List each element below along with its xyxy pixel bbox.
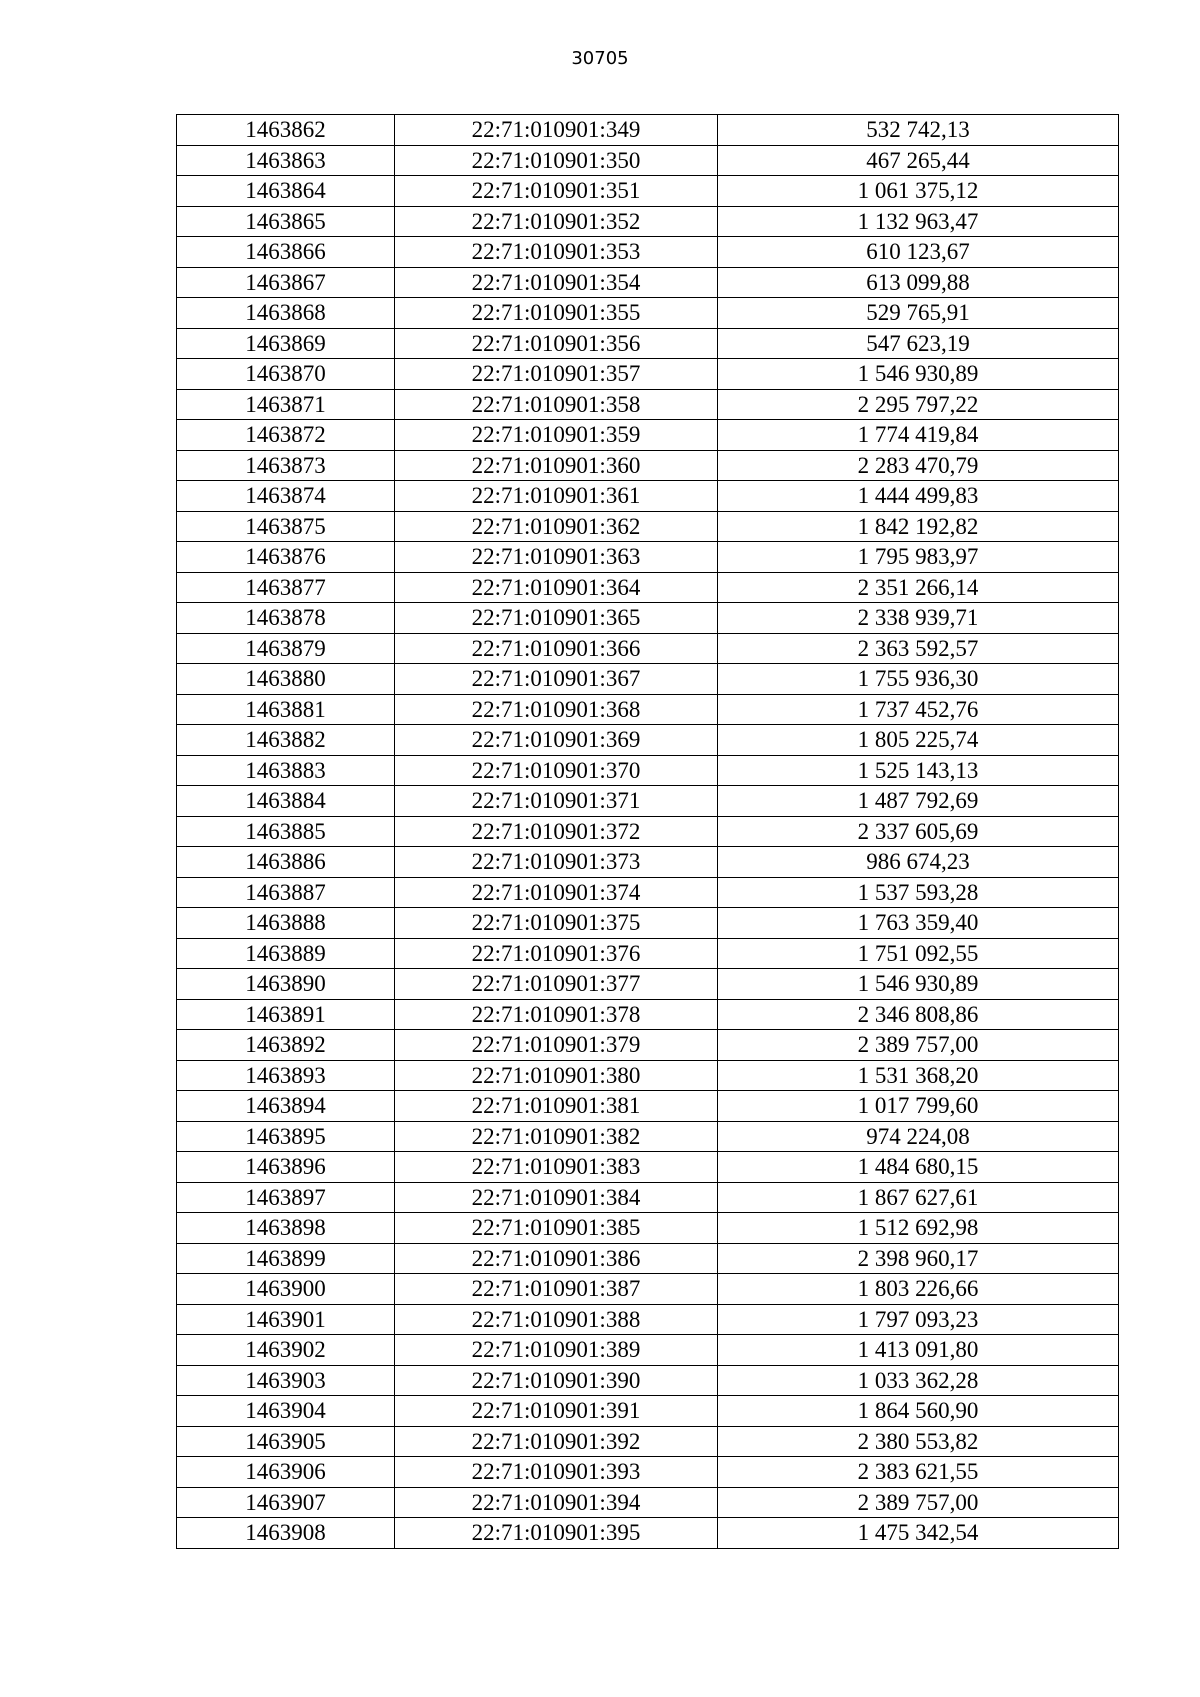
cadastral-number-cell: 22:71:010901:352: [395, 206, 718, 237]
table-row: [177, 542, 1119, 573]
table-row: [177, 1121, 1119, 1152]
record-number-cell: 1463887: [177, 877, 395, 908]
cadastral-number-cell: 22:71:010901:378: [395, 999, 718, 1030]
cadastral-number-cell: 22:71:010901:379: [395, 1030, 718, 1061]
record-number-cell: 1463895: [177, 1121, 395, 1152]
table-row: [177, 1426, 1119, 1457]
record-number-cell: 1463891: [177, 999, 395, 1030]
cadastral-number-cell: 22:71:010901:360: [395, 450, 718, 481]
cadastral-number-cell: 22:71:010901:380: [395, 1060, 718, 1091]
cadastral-value-cell: 532 742,13: [718, 115, 1119, 146]
record-number-cell: 1463876: [177, 542, 395, 573]
cadastral-number-cell: 22:71:010901:377: [395, 969, 718, 1000]
cadastral-value-cell: 1 546 930,89: [718, 969, 1119, 1000]
table-row: [177, 664, 1119, 695]
table-row: [177, 847, 1119, 878]
cadastral-value-cell: 2 337 605,69: [718, 816, 1119, 847]
record-number-cell: 1463885: [177, 816, 395, 847]
table-row: [177, 1365, 1119, 1396]
cadastral-value-cell: 1 737 452,76: [718, 694, 1119, 725]
cadastral-number-cell: 22:71:010901:373: [395, 847, 718, 878]
record-number-cell: 1463904: [177, 1396, 395, 1427]
table-row: [177, 816, 1119, 847]
record-number-cell: 1463894: [177, 1091, 395, 1122]
table-row: [177, 328, 1119, 359]
cadastral-value-cell: 547 623,19: [718, 328, 1119, 359]
record-number-cell: 1463888: [177, 908, 395, 939]
record-number-cell: 1463905: [177, 1426, 395, 1457]
table-body: [177, 115, 1119, 1549]
cadastral-number-cell: 22:71:010901:349: [395, 115, 718, 146]
cadastral-number-cell: 22:71:010901:374: [395, 877, 718, 908]
cadastral-number-cell: 22:71:010901:370: [395, 755, 718, 786]
table-row: [177, 1396, 1119, 1427]
cadastral-value-cell: 1 444 499,83: [718, 481, 1119, 512]
table-row: [177, 1213, 1119, 1244]
table-row: [177, 267, 1119, 298]
table-row: [177, 1091, 1119, 1122]
table-row: [177, 603, 1119, 634]
record-number-cell: 1463874: [177, 481, 395, 512]
cadastral-number-cell: 22:71:010901:357: [395, 359, 718, 390]
table-row: [177, 999, 1119, 1030]
table-row: [177, 969, 1119, 1000]
cadastral-value-cell: 1 413 091,80: [718, 1335, 1119, 1366]
cadastral-number-cell: 22:71:010901:351: [395, 176, 718, 207]
record-number-cell: 1463875: [177, 511, 395, 542]
table-row: [177, 1518, 1119, 1549]
cadastral-value-cell: 1 017 799,60: [718, 1091, 1119, 1122]
cadastral-value-cell: 1 864 560,90: [718, 1396, 1119, 1427]
cadastral-value-cell: 1 484 680,15: [718, 1152, 1119, 1183]
record-number-cell: 1463867: [177, 267, 395, 298]
cadastral-number-cell: 22:71:010901:393: [395, 1457, 718, 1488]
record-number-cell: 1463884: [177, 786, 395, 817]
cadastral-value-cell: 1 795 983,97: [718, 542, 1119, 573]
cadastral-value-cell: 2 351 266,14: [718, 572, 1119, 603]
cadastral-number-cell: 22:71:010901:376: [395, 938, 718, 969]
cadastral-number-cell: 22:71:010901:358: [395, 389, 718, 420]
cadastral-number-cell: 22:71:010901:354: [395, 267, 718, 298]
cadastral-number-cell: 22:71:010901:355: [395, 298, 718, 329]
table-row: [177, 206, 1119, 237]
cadastral-value-cell: 1 763 359,40: [718, 908, 1119, 939]
record-number-cell: 1463868: [177, 298, 395, 329]
record-number-cell: 1463902: [177, 1335, 395, 1366]
record-number-cell: 1463880: [177, 664, 395, 695]
cadastral-value-cell: 1 132 963,47: [718, 206, 1119, 237]
cadastral-value-cell: 529 765,91: [718, 298, 1119, 329]
cadastral-number-cell: 22:71:010901:367: [395, 664, 718, 695]
table-row: [177, 450, 1119, 481]
table-row: [177, 694, 1119, 725]
cadastral-value-cell: 1 805 225,74: [718, 725, 1119, 756]
cadastral-value-cell: 974 224,08: [718, 1121, 1119, 1152]
record-number-cell: 1463883: [177, 755, 395, 786]
cadastral-number-cell: 22:71:010901:392: [395, 1426, 718, 1457]
table-row: [177, 237, 1119, 268]
cadastral-number-cell: 22:71:010901:385: [395, 1213, 718, 1244]
record-number-cell: 1463877: [177, 572, 395, 603]
cadastral-number-cell: 22:71:010901:395: [395, 1518, 718, 1549]
cadastral-value-cell: 1 531 368,20: [718, 1060, 1119, 1091]
record-number-cell: 1463907: [177, 1487, 395, 1518]
page-number: 30705: [571, 48, 629, 69]
table-row: [177, 359, 1119, 390]
record-number-cell: 1463892: [177, 1030, 395, 1061]
cadastral-value-cell: 1 475 342,54: [718, 1518, 1119, 1549]
table-row: [177, 1274, 1119, 1305]
record-number-cell: 1463906: [177, 1457, 395, 1488]
record-number-cell: 1463890: [177, 969, 395, 1000]
cadastral-number-cell: 22:71:010901:353: [395, 237, 718, 268]
cadastral-number-cell: 22:71:010901:388: [395, 1304, 718, 1335]
table-row: [177, 1152, 1119, 1183]
cadastral-value-cell: 467 265,44: [718, 145, 1119, 176]
cadastral-value-cell: 1 755 936,30: [718, 664, 1119, 695]
cadastral-value-cell: 2 295 797,22: [718, 389, 1119, 420]
record-number-cell: 1463864: [177, 176, 395, 207]
record-number-cell: 1463908: [177, 1518, 395, 1549]
record-number-cell: 1463873: [177, 450, 395, 481]
cadastral-number-cell: 22:71:010901:350: [395, 145, 718, 176]
cadastral-value-cell: 2 346 808,86: [718, 999, 1119, 1030]
cadastral-number-cell: 22:71:010901:369: [395, 725, 718, 756]
cadastral-number-cell: 22:71:010901:386: [395, 1243, 718, 1274]
record-number-cell: 1463870: [177, 359, 395, 390]
table-row: [177, 755, 1119, 786]
cadastral-number-cell: 22:71:010901:389: [395, 1335, 718, 1366]
cadastral-value-cell: 2 398 960,17: [718, 1243, 1119, 1274]
cadastral-number-cell: 22:71:010901:365: [395, 603, 718, 634]
table-row: [177, 633, 1119, 664]
record-number-cell: 1463882: [177, 725, 395, 756]
record-number-cell: 1463896: [177, 1152, 395, 1183]
cadastral-number-cell: 22:71:010901:361: [395, 481, 718, 512]
record-number-cell: 1463893: [177, 1060, 395, 1091]
cadastral-value-cell: 1 803 226,66: [718, 1274, 1119, 1305]
cadastral-value-cell: 2 363 592,57: [718, 633, 1119, 664]
record-number-cell: 1463872: [177, 420, 395, 451]
record-number-cell: 1463866: [177, 237, 395, 268]
table-row: [177, 298, 1119, 329]
cadastral-value-table: [176, 114, 1119, 1549]
cadastral-number-cell: 22:71:010901:381: [395, 1091, 718, 1122]
cadastral-number-cell: 22:71:010901:384: [395, 1182, 718, 1213]
record-number-cell: 1463863: [177, 145, 395, 176]
cadastral-number-cell: 22:71:010901:394: [395, 1487, 718, 1518]
cadastral-number-cell: 22:71:010901:383: [395, 1152, 718, 1183]
table-row: [177, 389, 1119, 420]
cadastral-value-cell: 1 061 375,12: [718, 176, 1119, 207]
record-number-cell: 1463903: [177, 1365, 395, 1396]
table-row: [177, 1060, 1119, 1091]
table-row: [177, 420, 1119, 451]
cadastral-value-cell: 1 512 692,98: [718, 1213, 1119, 1244]
record-number-cell: 1463865: [177, 206, 395, 237]
table-row: [177, 1243, 1119, 1274]
cadastral-value-cell: 613 099,88: [718, 267, 1119, 298]
cadastral-value-cell: 2 389 757,00: [718, 1030, 1119, 1061]
cadastral-number-cell: 22:71:010901:363: [395, 542, 718, 573]
table-row: [177, 572, 1119, 603]
table-row: [177, 1457, 1119, 1488]
cadastral-value-cell: 2 389 757,00: [718, 1487, 1119, 1518]
cadastral-value-cell: 1 867 627,61: [718, 1182, 1119, 1213]
cadastral-value-cell: 1 525 143,13: [718, 755, 1119, 786]
cadastral-value-cell: 2 383 621,55: [718, 1457, 1119, 1488]
cadastral-number-cell: 22:71:010901:359: [395, 420, 718, 451]
table-row: [177, 176, 1119, 207]
table-row: [177, 1335, 1119, 1366]
table-row: [177, 1487, 1119, 1518]
cadastral-number-cell: 22:71:010901:371: [395, 786, 718, 817]
record-number-cell: 1463886: [177, 847, 395, 878]
cadastral-number-cell: 22:71:010901:387: [395, 1274, 718, 1305]
cadastral-value-cell: 2 283 470,79: [718, 450, 1119, 481]
cadastral-value-cell: 1 546 930,89: [718, 359, 1119, 390]
cadastral-number-cell: 22:71:010901:372: [395, 816, 718, 847]
record-number-cell: 1463878: [177, 603, 395, 634]
cadastral-value-cell: 1 033 362,28: [718, 1365, 1119, 1396]
record-number-cell: 1463862: [177, 115, 395, 146]
table-row: [177, 908, 1119, 939]
table-row: [177, 145, 1119, 176]
cadastral-value-cell: 2 338 939,71: [718, 603, 1119, 634]
table-row: [177, 115, 1119, 146]
record-number-cell: 1463871: [177, 389, 395, 420]
record-number-cell: 1463897: [177, 1182, 395, 1213]
record-number-cell: 1463901: [177, 1304, 395, 1335]
cadastral-number-cell: 22:71:010901:375: [395, 908, 718, 939]
table-row: [177, 725, 1119, 756]
cadastral-number-cell: 22:71:010901:362: [395, 511, 718, 542]
cadastral-number-cell: 22:71:010901:382: [395, 1121, 718, 1152]
cadastral-value-cell: 1 774 419,84: [718, 420, 1119, 451]
table-row: [177, 1182, 1119, 1213]
record-number-cell: 1463898: [177, 1213, 395, 1244]
cadastral-number-cell: 22:71:010901:368: [395, 694, 718, 725]
cadastral-number-cell: 22:71:010901:390: [395, 1365, 718, 1396]
table-row: [177, 1304, 1119, 1335]
table-row: [177, 481, 1119, 512]
record-number-cell: 1463879: [177, 633, 395, 664]
cadastral-value-cell: 1 487 792,69: [718, 786, 1119, 817]
cadastral-number-cell: 22:71:010901:364: [395, 572, 718, 603]
cadastral-number-cell: 22:71:010901:391: [395, 1396, 718, 1427]
cadastral-value-cell: 1 842 192,82: [718, 511, 1119, 542]
table-row: [177, 1030, 1119, 1061]
cadastral-number-cell: 22:71:010901:356: [395, 328, 718, 359]
record-number-cell: 1463881: [177, 694, 395, 725]
cadastral-value-cell: 2 380 553,82: [718, 1426, 1119, 1457]
record-number-cell: 1463900: [177, 1274, 395, 1305]
cadastral-value-cell: 1 537 593,28: [718, 877, 1119, 908]
record-number-cell: 1463889: [177, 938, 395, 969]
table-row: [177, 511, 1119, 542]
table-row: [177, 877, 1119, 908]
cadastral-value-cell: 986 674,23: [718, 847, 1119, 878]
cadastral-number-cell: 22:71:010901:366: [395, 633, 718, 664]
record-number-cell: 1463869: [177, 328, 395, 359]
cadastral-value-cell: 1 751 092,55: [718, 938, 1119, 969]
cadastral-value-cell: 610 123,67: [718, 237, 1119, 268]
cadastral-value-cell: 1 797 093,23: [718, 1304, 1119, 1335]
record-number-cell: 1463899: [177, 1243, 395, 1274]
table-row: [177, 786, 1119, 817]
table-row: [177, 938, 1119, 969]
